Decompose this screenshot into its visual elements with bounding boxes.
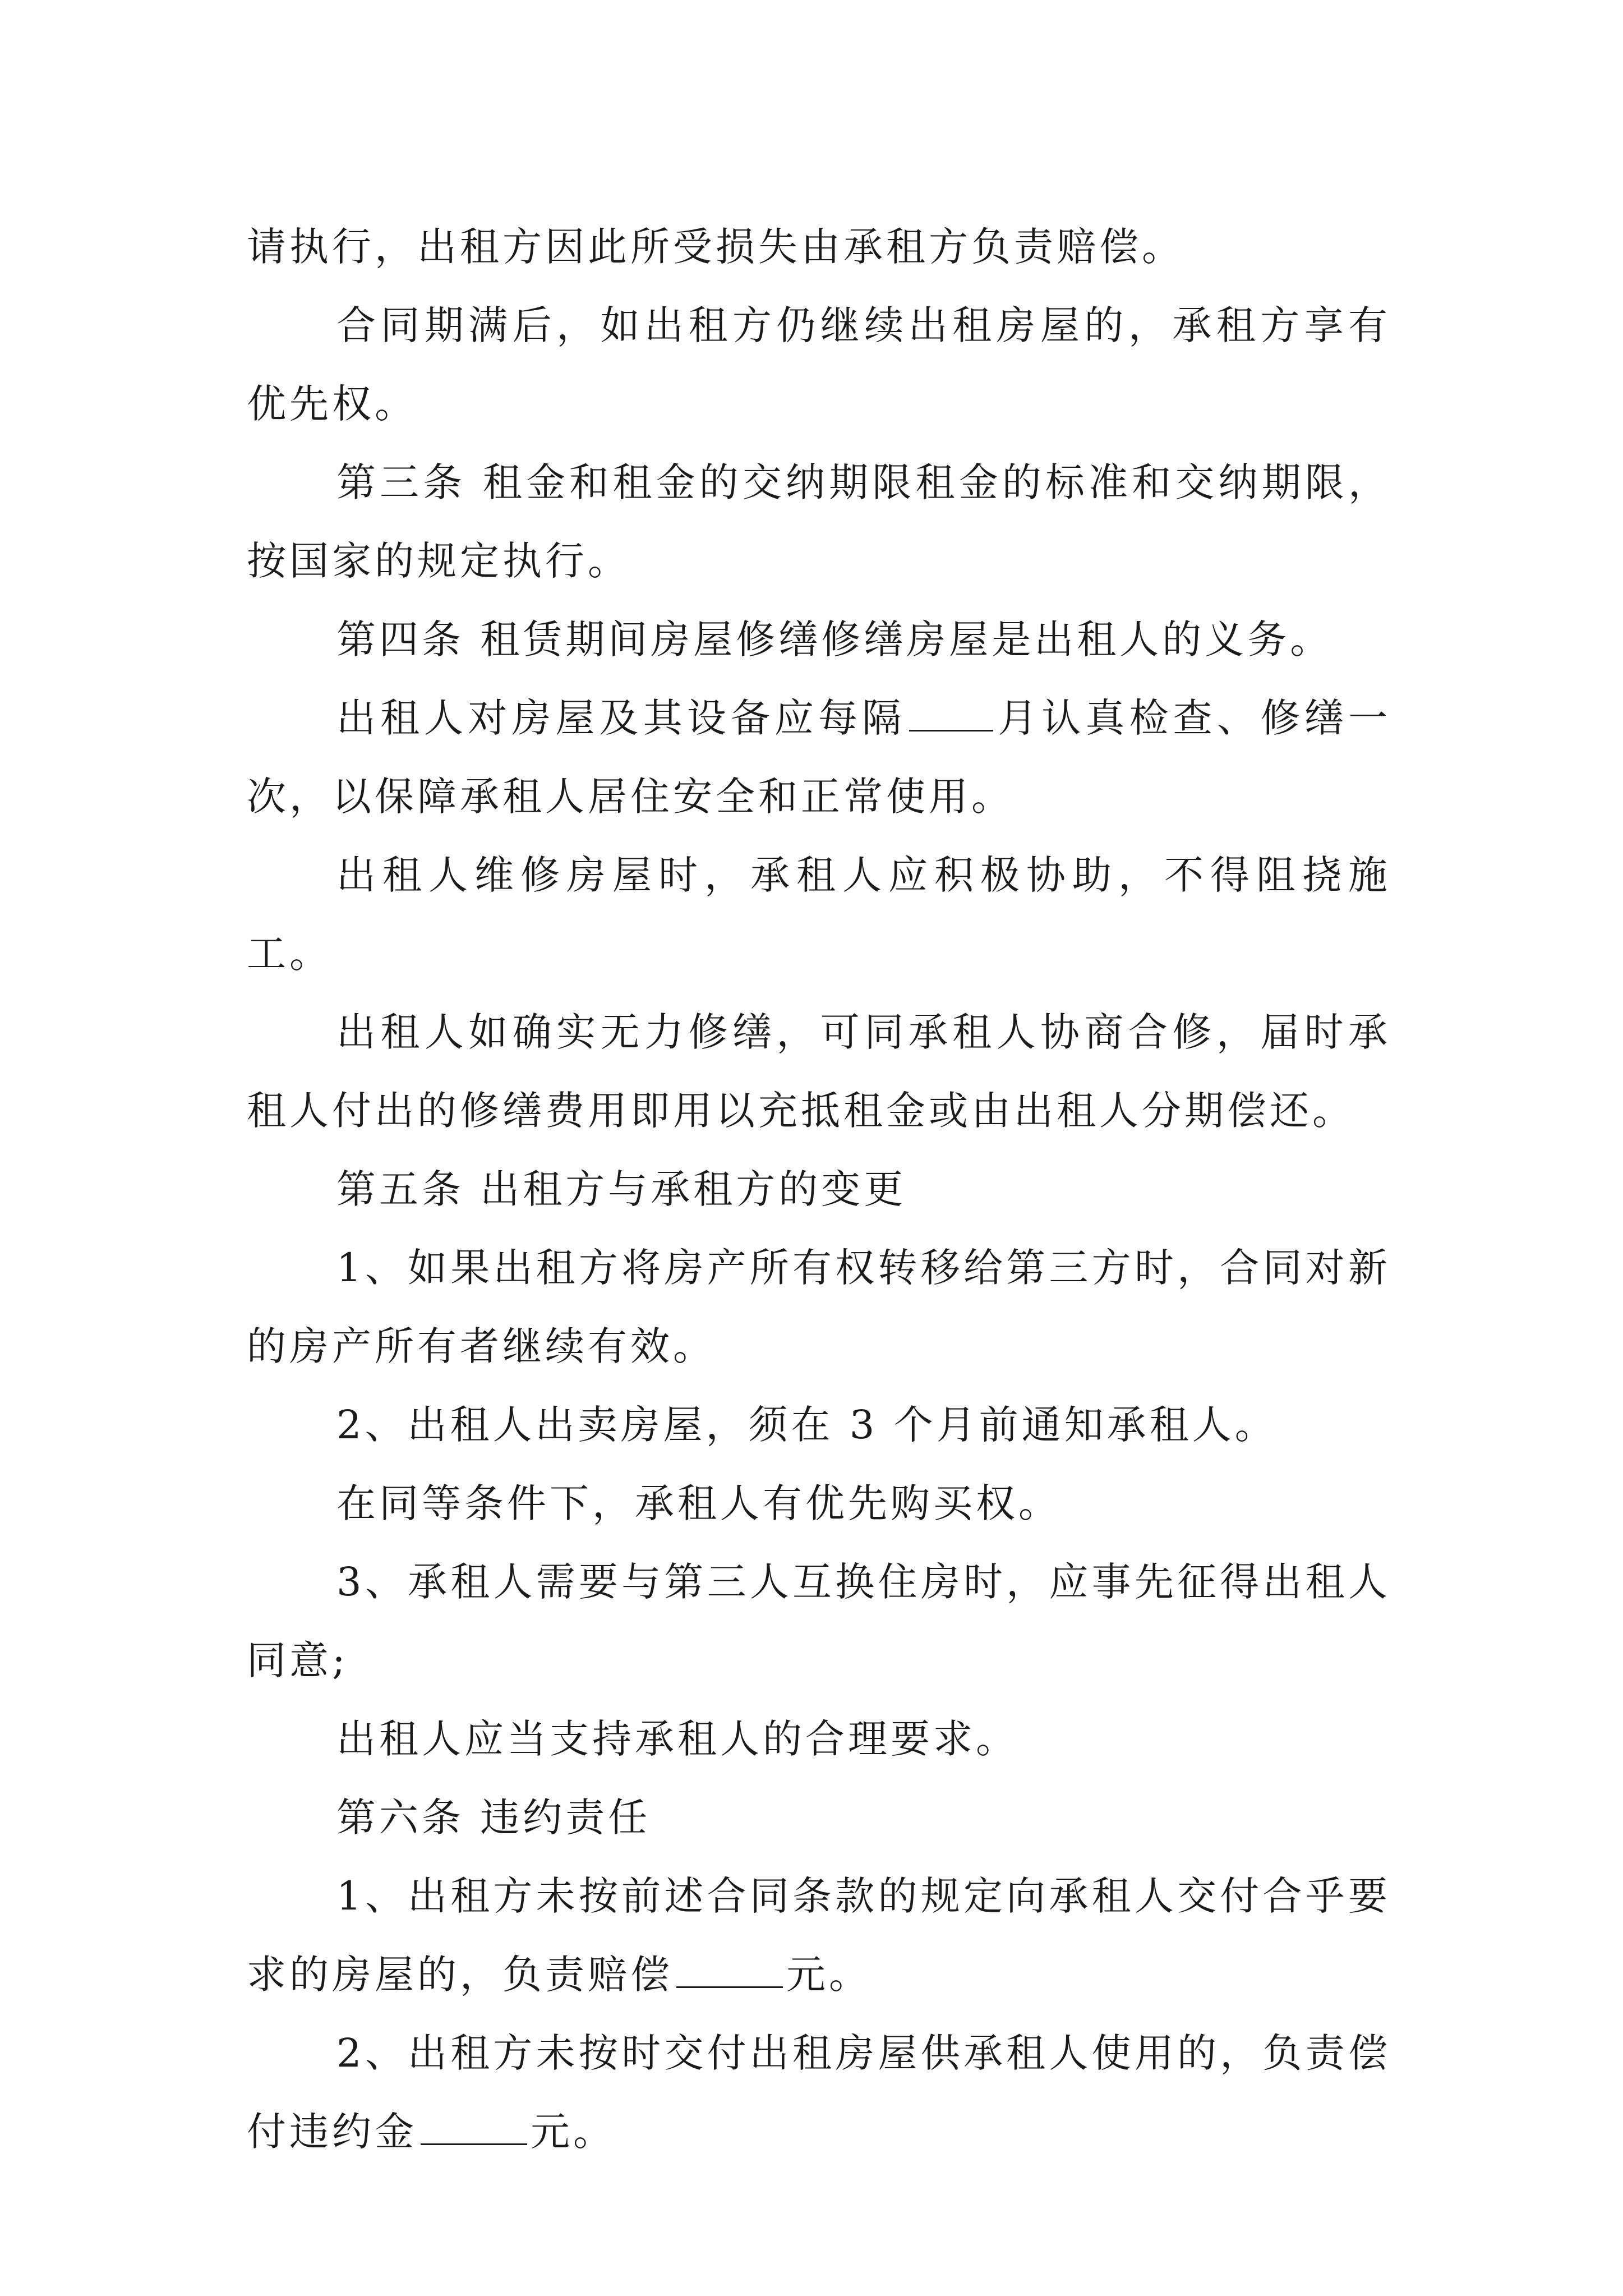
clause-6-1-text-after: 元。 [786, 1952, 872, 1998]
paragraph-inspection [247, 679, 1391, 836]
paragraph-continuation: 请执行，出租方因此所受损失由承租方负责赔偿。 [247, 224, 1184, 270]
paragraph-priority-purchase: 在同等条件下，承租人有优先购买权。 [336, 1480, 1061, 1526]
inspection-text-after: 月认真检查、修缮一次，以保障承租人居住安全和正常使用。 [247, 695, 1391, 820]
clause-6-2 [247, 2014, 1391, 2171]
paragraph-renewal-priority: 合同期满后，如出租方仍继续出租房屋的，承租方享有优先权。 [247, 302, 1391, 427]
clause-6-1-text-before: 1、出租方未按前述合同条款的规定向承租人交付合乎要求的房屋的，负责赔偿 [247, 1873, 1391, 1998]
clause-5-2: 2、出租人出卖房屋，须在 3 个月前通知承租人。 [336, 1402, 1278, 1448]
penalty-amount-blank [421, 2109, 527, 2145]
clause-6-1 [247, 1857, 1391, 2014]
article-6-liability: 第六条 违约责任 [336, 1795, 651, 1841]
inspection-text-before: 出租人对房屋及其设备应每隔 [336, 695, 906, 741]
paragraph-joint-repair: 出租人如确实无力修缮，可同承租人协商合修，届时承租人付出的修缮费用即用以充抵租金或由出租人分期偿还。 [247, 1009, 1391, 1134]
article-5-change-of-parties: 第五条 出租方与承租方的变更 [336, 1166, 907, 1212]
paragraph-reasonable-requests: 出租人应当支持承租人的合理要求。 [336, 1716, 1018, 1762]
clause-5-3: 3、承租人需要与第三人互换住房时，应事先征得出租人同意; [247, 1559, 1391, 1683]
article-3-rent: 第三条 租金和租金的交纳期限租金的标准和交纳期限，按国家的规定执行。 [247, 459, 1391, 584]
paragraph-repair-cooperation: 出租人维修房屋时，承租人应积极协助，不得阻挠施工。 [247, 852, 1391, 977]
clause-6-2-text-before: 2、出租方未按时交付出租房屋供承租人使用的，负责偿付违约金 [247, 2030, 1391, 2155]
article-4-repairs: 第四条 租赁期间房屋修缮修缮房屋是出租人的义务。 [336, 616, 1333, 662]
clause-5-1: 1、如果出租方将房产所有权转移给第三方时，合同对新的房产所有者继续有效。 [247, 1245, 1391, 1369]
document-body [247, 208, 1391, 2171]
compensation-amount-blank [676, 1952, 783, 1988]
clause-6-2-text-after: 元。 [531, 2109, 616, 2155]
inspection-interval-blank [909, 695, 993, 731]
